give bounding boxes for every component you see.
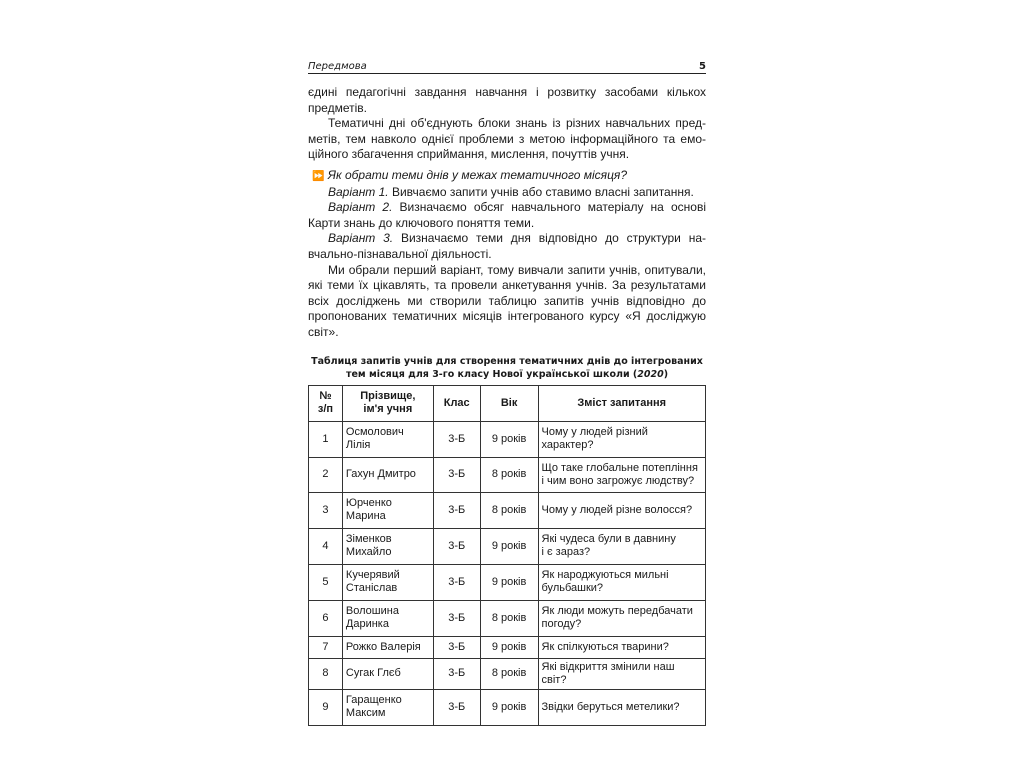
student-requests-table bbox=[308, 385, 706, 726]
question-text: Як обрати теми днів у межах тематичного місяця? bbox=[327, 167, 628, 182]
body-text bbox=[308, 85, 706, 341]
cell-age bbox=[480, 564, 538, 600]
cell-name-line: Зіменков bbox=[345, 533, 392, 545]
cell-class-line: 3-Б bbox=[448, 575, 466, 588]
cell-class bbox=[433, 689, 480, 725]
cell-class bbox=[433, 421, 480, 457]
caption-close: ) bbox=[663, 368, 669, 380]
cell-name bbox=[342, 492, 433, 528]
cell-question-line: Які чудеса були в давнину bbox=[541, 533, 676, 545]
cell-age-line: 9 років bbox=[491, 575, 527, 588]
table-row bbox=[309, 564, 706, 600]
variant-2-label: Варіант 2. bbox=[328, 200, 393, 215]
cell-age bbox=[480, 636, 538, 658]
cell-class-line: 3-Б bbox=[448, 468, 466, 480]
cell-number-line: 1 bbox=[322, 432, 329, 445]
cell-class-line: 3-Б bbox=[448, 700, 466, 713]
cell-class-line: 3-Б bbox=[448, 667, 466, 679]
cell-name-line: Кучерявий bbox=[345, 569, 400, 581]
cell-number-line: 9 bbox=[322, 700, 329, 713]
cell-name bbox=[342, 658, 433, 689]
cell-question-line: і є зараз? bbox=[541, 546, 591, 558]
cell-number-line: 7 bbox=[322, 640, 329, 653]
cell-age-line: 9 років bbox=[491, 640, 527, 653]
cell-question-line: Звідки беруться метелики? bbox=[541, 700, 680, 713]
cell-class-line: 3-Б bbox=[448, 503, 466, 516]
table-row bbox=[309, 689, 706, 725]
double-arrow-icon: ⏩ bbox=[312, 170, 325, 182]
cell-question bbox=[538, 658, 706, 689]
question-line bbox=[308, 168, 706, 185]
cell-age bbox=[480, 421, 538, 457]
cell-question bbox=[538, 457, 706, 492]
cell-age bbox=[480, 689, 538, 725]
header-name-line-2: ім'я учня bbox=[363, 403, 413, 415]
table-header-row bbox=[309, 385, 706, 421]
header-age: Вік bbox=[480, 385, 538, 421]
cell-question-line: Які відкриття змінили наш світ? bbox=[541, 660, 675, 686]
table-row bbox=[309, 492, 706, 528]
cell-question bbox=[538, 528, 706, 564]
cell-age bbox=[480, 457, 538, 492]
cell-question bbox=[538, 564, 706, 600]
cell-number-line: 6 bbox=[322, 611, 329, 624]
cell-name-line: Гахун Дмитро bbox=[345, 468, 416, 480]
cell-age-line: 8 років bbox=[491, 667, 527, 679]
cell-question bbox=[538, 600, 706, 636]
paragraph-2: Тематичні дні об'єднують блоки знань із різних навчальних предметів, тем навколо однієї проблеми з метою інформаційного та емоційного збагачення сприймання, мислення, почуттів учня. bbox=[308, 116, 706, 162]
cell-number bbox=[309, 492, 343, 528]
cell-number bbox=[309, 689, 343, 725]
cell-name bbox=[342, 528, 433, 564]
cell-class bbox=[433, 658, 480, 689]
cell-number bbox=[309, 658, 343, 689]
caption-line-2 bbox=[308, 368, 706, 381]
cell-name bbox=[342, 421, 433, 457]
cell-name bbox=[342, 689, 433, 725]
table-row bbox=[309, 421, 706, 457]
caption-line-2-text: тем місяця для 3-го класу Нової української школи ( bbox=[345, 368, 638, 380]
book-page bbox=[308, 58, 706, 726]
cell-number bbox=[309, 457, 343, 492]
cell-question-line: і чим воно загрожує людству? bbox=[541, 474, 695, 487]
cell-class bbox=[433, 528, 480, 564]
cell-question bbox=[538, 636, 706, 658]
cell-class bbox=[433, 636, 480, 658]
variant-3 bbox=[308, 231, 706, 262]
cell-number-line: 2 bbox=[322, 468, 329, 480]
cell-age-line: 8 років bbox=[491, 503, 527, 516]
header-question: Зміст запитання bbox=[538, 385, 706, 421]
cell-name bbox=[342, 600, 433, 636]
table-row bbox=[309, 600, 706, 636]
cell-question-line: Чому у людей різний характер? bbox=[541, 426, 648, 451]
cell-number-line: 8 bbox=[322, 667, 329, 679]
cell-name bbox=[342, 636, 433, 658]
variant-1 bbox=[308, 185, 706, 201]
page-number: 5 bbox=[699, 61, 706, 72]
cell-name-line: Станіслав bbox=[345, 582, 398, 594]
cell-question-line: бульбашки? bbox=[541, 582, 604, 594]
header-class: Клас bbox=[433, 385, 480, 421]
caption-year: 2020 bbox=[637, 368, 664, 380]
cell-age-line: 8 років bbox=[491, 611, 527, 624]
cell-question bbox=[538, 492, 706, 528]
cell-name-line: Юрченко bbox=[345, 497, 392, 509]
table-body bbox=[309, 421, 706, 725]
cell-class-line: 3-Б bbox=[448, 539, 466, 552]
cell-name-line: Максим bbox=[345, 707, 386, 719]
header-number bbox=[309, 385, 343, 421]
header-number-line-2: з/п bbox=[317, 403, 334, 415]
cell-age bbox=[480, 528, 538, 564]
cell-name bbox=[342, 564, 433, 600]
variant-1-text: Вивчаємо запити учнів або ставимо власні запитання. bbox=[388, 184, 694, 199]
cell-age-line: 8 років bbox=[491, 468, 527, 480]
variant-3-label: Варіант 3. bbox=[328, 231, 394, 246]
cell-name-line: Сугак Глєб bbox=[345, 667, 401, 679]
cell-question-line: Як народжуються мильні bbox=[541, 569, 669, 581]
table-row bbox=[309, 528, 706, 564]
paragraph-final: Ми обрали перший варіант, тому вивчали запити учнів, опитували, які теми їх цікавлять, та провели анкетування учнів. За результатами всіх досліджень ми створили таблицю запитів учнів відповідно до пропонованих тематичних місяців інтегрованого курсу «Я досліджую світ». bbox=[308, 262, 706, 339]
cell-number bbox=[309, 528, 343, 564]
cell-question bbox=[538, 421, 706, 457]
cell-class bbox=[433, 492, 480, 528]
table-row bbox=[309, 636, 706, 658]
header-name bbox=[342, 385, 433, 421]
cell-class bbox=[433, 564, 480, 600]
cell-name-line: Волошина bbox=[345, 605, 399, 617]
cell-number bbox=[309, 564, 343, 600]
cell-name-line: Рожко Валерія bbox=[345, 640, 421, 653]
cell-age-line: 9 років bbox=[491, 539, 527, 552]
cell-question-line: Як спілкуються тварини? bbox=[541, 640, 669, 653]
table-row bbox=[309, 457, 706, 492]
cell-name bbox=[342, 457, 433, 492]
variant-3-text: Визначаємо теми дня відповідно до структури навчально-пізнавальної діяльності. bbox=[308, 231, 707, 261]
cell-question-line: погоду? bbox=[541, 618, 582, 630]
cell-name-line: Гаращенко bbox=[345, 694, 402, 706]
cell-number-line: 5 bbox=[322, 575, 329, 588]
cell-number bbox=[309, 600, 343, 636]
variant-2 bbox=[308, 200, 706, 231]
cell-question-line: Що таке глобальне потепління bbox=[541, 461, 698, 474]
cell-question-line: Чому у людей різне волосся? bbox=[541, 503, 693, 516]
cell-name-line: Даринка bbox=[345, 618, 389, 630]
cell-class bbox=[433, 600, 480, 636]
cell-age bbox=[480, 600, 538, 636]
cell-age bbox=[480, 658, 538, 689]
cell-class bbox=[433, 457, 480, 492]
cell-class-line: 3-Б bbox=[448, 432, 466, 445]
cell-number bbox=[309, 421, 343, 457]
cell-age-line: 9 років bbox=[491, 700, 527, 713]
section-title: Передмова bbox=[308, 61, 367, 72]
table-row bbox=[309, 658, 706, 689]
cell-class-line: 3-Б bbox=[448, 640, 466, 653]
cell-class-line: 3-Б bbox=[448, 611, 466, 624]
cell-number-line: 4 bbox=[322, 539, 329, 552]
cell-age bbox=[480, 492, 538, 528]
cell-number bbox=[309, 636, 343, 658]
paragraph-1: єдині педагогічні завдання навчання і розвитку засобами кількох предметів. bbox=[308, 85, 706, 115]
cell-name-line: Лілія bbox=[345, 439, 371, 451]
cell-name-line: Марина bbox=[345, 510, 386, 522]
cell-number-line: 3 bbox=[322, 503, 329, 516]
header-number-line-1: № bbox=[319, 390, 332, 402]
cell-question bbox=[538, 689, 706, 725]
cell-question-line: Як люди можуть передбачати bbox=[541, 605, 693, 617]
header-name-line-1: Прізвище, bbox=[360, 390, 416, 402]
cell-name-line: Осмолович bbox=[345, 426, 404, 438]
cell-age-line: 9 років bbox=[491, 432, 527, 445]
cell-name-line: Михайло bbox=[345, 546, 392, 558]
variant-1-label: Варіант 1. bbox=[328, 184, 389, 199]
caption-line-1: Таблиця запитів учнів для створення тематичних днів до інтегрованих bbox=[311, 355, 703, 367]
running-head bbox=[308, 58, 706, 74]
variant-2-text: Визначаємо обсяг навчального матеріалу на основі Карти знань до ключового поняття теми. bbox=[308, 200, 706, 230]
table-caption bbox=[308, 355, 706, 381]
